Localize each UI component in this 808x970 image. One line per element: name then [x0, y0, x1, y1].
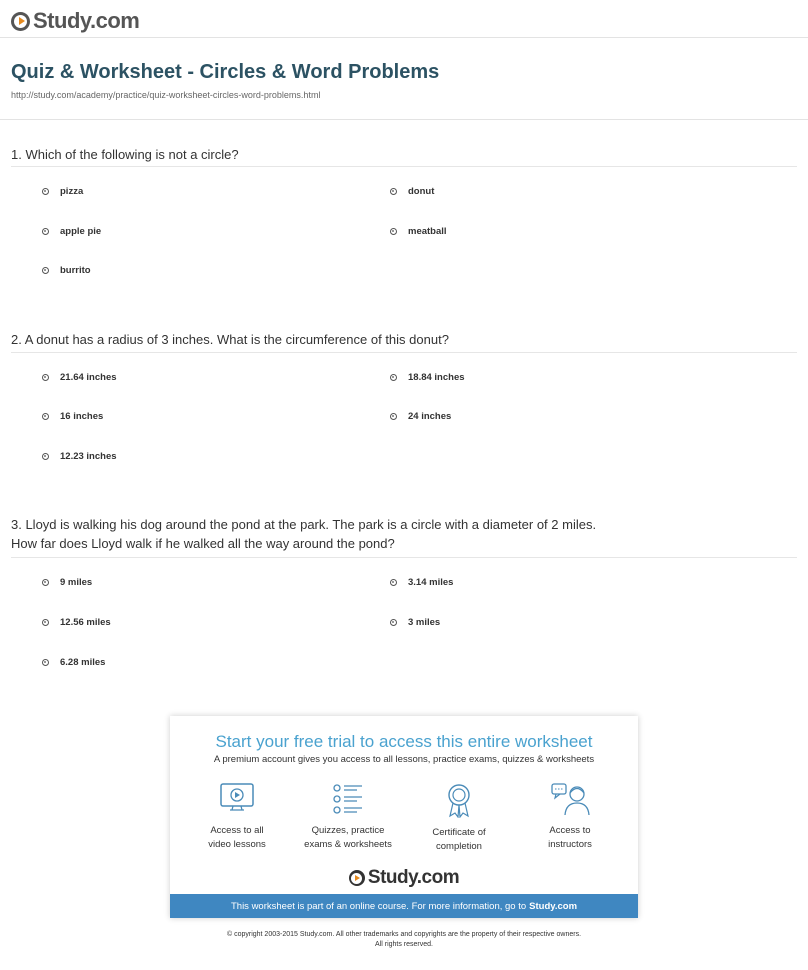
play-circle-icon — [11, 12, 30, 31]
answer-option[interactable] — [42, 577, 92, 588]
feature-label: Access to instructors — [548, 825, 592, 850]
answer-label: 6.28 miles — [60, 657, 106, 668]
instructor-icon — [550, 782, 590, 816]
answer-option[interactable] — [390, 577, 453, 588]
radio-icon[interactable] — [42, 453, 49, 460]
free-trial-promo — [170, 716, 638, 918]
title-divider — [0, 119, 808, 120]
promo-title[interactable]: Start your free trial to access this entire worksheet — [215, 732, 593, 751]
question-rule — [11, 352, 797, 353]
radio-icon[interactable] — [390, 413, 397, 420]
feature-quizzes[interactable] — [293, 782, 403, 852]
copyright — [0, 930, 808, 950]
answer-label: 9 miles — [60, 577, 93, 588]
answer-option[interactable] — [42, 411, 103, 422]
question-3-line-2: How far does Lloyd walk if he walked all the way around the pond? — [11, 536, 395, 551]
feature-instructors[interactable] — [515, 782, 625, 852]
feature-label: Certificate of completion — [432, 827, 486, 852]
radio-icon[interactable] — [42, 413, 49, 420]
answer-label: 3 miles — [408, 617, 441, 628]
answer-label: 18.84 inches — [408, 372, 465, 383]
radio-icon[interactable] — [390, 228, 397, 235]
radio-icon[interactable] — [390, 579, 397, 586]
radio-icon[interactable] — [42, 579, 49, 586]
feature-video-lessons[interactable] — [182, 782, 292, 852]
answer-option[interactable] — [390, 226, 447, 237]
header-divider — [0, 37, 808, 38]
answer-label: pizza — [60, 186, 84, 197]
logo-text: Study.com — [367, 867, 460, 888]
question-3-line-1: 3. Lloyd is walking his dog around the pond at the park. The park is a circle with a diameter of 2 miles. — [11, 517, 597, 532]
feature-certificate[interactable] — [404, 782, 514, 854]
study-com-link[interactable]: Study.com — [529, 900, 578, 912]
answer-option[interactable] — [390, 411, 451, 422]
answer-label: 12.23 inches — [60, 451, 117, 462]
radio-icon[interactable] — [42, 188, 49, 195]
answer-label: 24 inches — [408, 411, 452, 422]
feature-label: Quizzes, practice exams & worksheets — [304, 825, 392, 850]
answer-option[interactable] — [42, 451, 117, 462]
answer-option[interactable] — [390, 617, 440, 628]
copyright-line: © copyright 2003-2015 Study.com. All other trademarks and copyrights are the property of their respective owners. — [226, 931, 582, 938]
radio-icon[interactable] — [390, 188, 397, 195]
answer-label: 12.56 miles — [60, 617, 111, 628]
radio-icon[interactable] — [42, 619, 49, 626]
answer-label: 16 inches — [60, 411, 104, 422]
question-3 — [11, 515, 596, 553]
promo-bar-text: This worksheet is part of an online course. For more information, go to — [230, 900, 527, 912]
question-rule — [11, 557, 797, 558]
answer-option[interactable] — [42, 372, 117, 383]
promo-info-bar — [170, 894, 638, 918]
answer-label: meatball — [408, 226, 447, 237]
answer-option[interactable] — [42, 617, 111, 628]
radio-icon[interactable] — [42, 267, 49, 274]
question-rule — [11, 166, 797, 167]
question-1: 1. Which of the following is not a circle? — [11, 147, 239, 162]
page-url[interactable]: http://study.com/academy/practice/quiz-worksheet-circles-word-problems.html — [11, 90, 321, 100]
feature-label: Access to all video lessons — [208, 825, 266, 850]
answer-option[interactable] — [390, 186, 434, 197]
answer-label: 3.14 miles — [408, 577, 454, 588]
question-2: 2. A donut has a radius of 3 inches. What is the circumference of this donut? — [11, 332, 449, 347]
radio-icon[interactable] — [42, 659, 49, 666]
answer-option[interactable] — [390, 372, 465, 383]
answer-label: donut — [408, 186, 435, 197]
answer-option[interactable] — [42, 265, 91, 276]
page-title: Quiz & Worksheet - Circles & Word Problems — [11, 61, 440, 83]
radio-icon[interactable] — [42, 228, 49, 235]
quiz-list-icon — [331, 782, 365, 816]
answer-label: apple pie — [60, 226, 102, 237]
study-com-logo[interactable] — [11, 8, 139, 34]
video-lesson-icon — [219, 782, 255, 816]
radio-icon[interactable] — [390, 374, 397, 381]
answer-option[interactable] — [42, 226, 101, 237]
answer-option[interactable] — [42, 657, 105, 668]
promo-subtitle: A premium account gives you access to all lessons, practice exams, quizzes & worksheets — [213, 754, 595, 765]
play-circle-icon — [349, 870, 365, 886]
radio-icon[interactable] — [390, 619, 397, 626]
answer-label: burrito — [60, 265, 91, 276]
promo-study-com-logo[interactable] — [170, 867, 638, 889]
certificate-icon — [444, 782, 474, 818]
logo-text: Study.com — [33, 8, 140, 33]
radio-icon[interactable] — [42, 374, 49, 381]
answer-option[interactable] — [42, 186, 83, 197]
answer-label: 21.64 inches — [60, 372, 117, 383]
copyright-line: All rights reserved. — [375, 941, 433, 948]
